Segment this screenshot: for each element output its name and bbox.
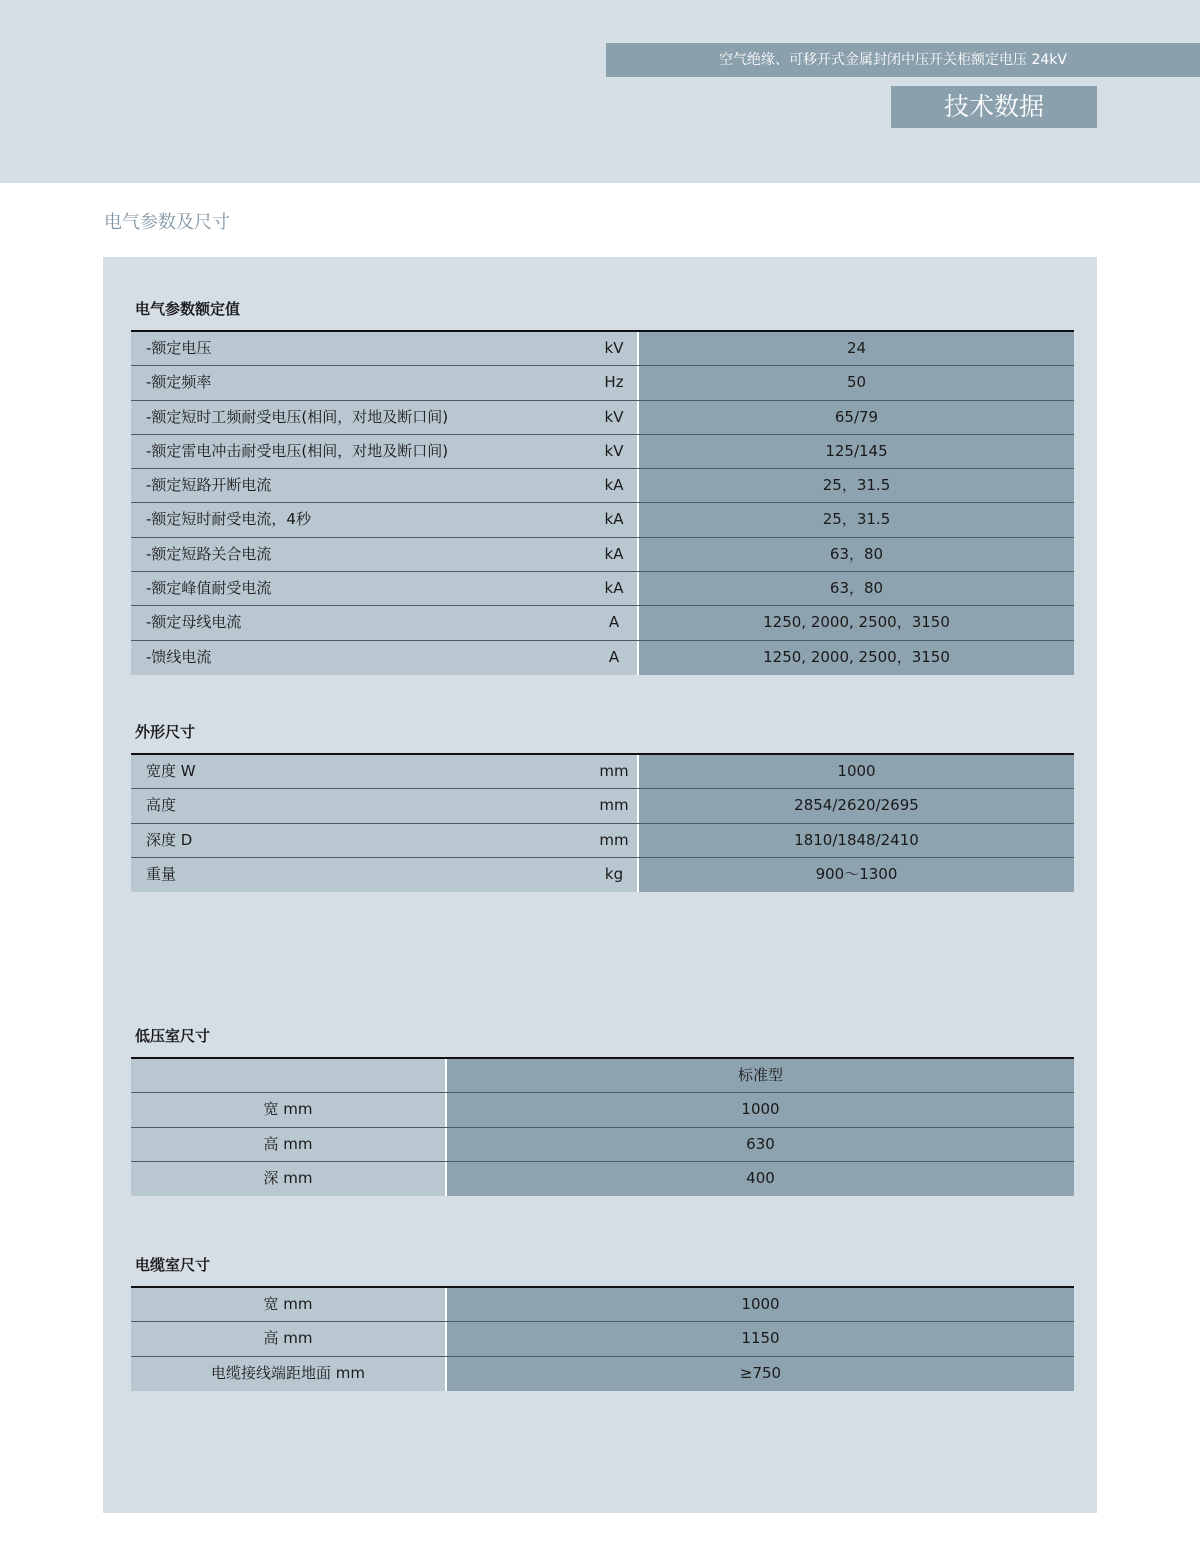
row-unit: kg [591, 858, 637, 892]
row-value: 65/79 [637, 401, 1074, 434]
table-row [131, 503, 1074, 537]
row-label: 高度 [131, 789, 591, 822]
section-title: 电气参数及尺寸 [104, 212, 230, 233]
row-unit: Hz [591, 366, 637, 399]
row-unit: mm [591, 789, 637, 822]
cable-room-table [131, 1286, 1074, 1391]
row-label: 宽 mm [131, 1288, 445, 1321]
electrical-table [131, 330, 1074, 675]
electrical-heading: 电气参数额定值 [135, 300, 241, 318]
row-value: 24 [637, 332, 1074, 365]
row-value: 1250, 2000, 2500，3150 [637, 606, 1074, 639]
dimensions-heading: 外形尺寸 [135, 723, 196, 741]
row-label: -额定峰值耐受电流 [131, 572, 591, 605]
row-unit: mm [591, 824, 637, 857]
table-header-row [131, 1059, 1074, 1093]
table-row [131, 824, 1074, 858]
row-value: 125/145 [637, 435, 1074, 468]
row-value: 2854/2620/2695 [637, 789, 1074, 822]
table-row [131, 858, 1074, 892]
table-row [131, 538, 1074, 572]
row-unit: kV [591, 332, 637, 365]
table-row [131, 606, 1074, 640]
table-row [131, 1322, 1074, 1356]
row-value: 1000 [445, 1093, 1074, 1126]
row-unit: mm [591, 755, 637, 788]
table-row [131, 572, 1074, 606]
row-value: 1250, 2000, 2500，3150 [637, 641, 1074, 675]
document-title: 技术数据 [891, 86, 1097, 128]
row-value: ≥750 [445, 1357, 1074, 1391]
row-label: 高 mm [131, 1322, 445, 1355]
dimensions-table [131, 753, 1074, 892]
row-value: 1000 [637, 755, 1074, 788]
row-unit: kA [591, 503, 637, 536]
table-row [131, 435, 1074, 469]
row-value: 900～1300 [637, 858, 1074, 892]
row-value: 1000 [445, 1288, 1074, 1321]
row-unit: kV [591, 435, 637, 468]
row-value: 63，80 [637, 538, 1074, 571]
empty-header-cell [131, 1059, 445, 1092]
table-row [131, 1357, 1074, 1391]
row-label: -额定母线电流 [131, 606, 591, 639]
document-subtitle: 空气绝缘、可移开式金属封闭中压开关柜额定电压 24kV [606, 43, 1200, 77]
table-row [131, 1288, 1074, 1322]
row-value: 1150 [445, 1322, 1074, 1355]
row-label: 电缆接线端距地面 mm [131, 1357, 445, 1391]
row-label: -额定短路关合电流 [131, 538, 591, 571]
table-row [131, 1128, 1074, 1162]
row-label: 宽 mm [131, 1093, 445, 1126]
row-label: -额定短时耐受电流，4秒 [131, 503, 591, 536]
row-label: 深度 D [131, 824, 591, 857]
column-header: 标准型 [445, 1059, 1074, 1092]
cable-room-heading: 电缆室尺寸 [135, 1256, 211, 1274]
row-value: 630 [445, 1128, 1074, 1161]
row-label: -额定电压 [131, 332, 591, 365]
row-label: 重量 [131, 858, 591, 892]
table-row [131, 469, 1074, 503]
row-label: -馈线电流 [131, 641, 591, 675]
row-value: 63，80 [637, 572, 1074, 605]
row-value: 25，31.5 [637, 503, 1074, 536]
table-row [131, 366, 1074, 400]
row-label: -额定频率 [131, 366, 591, 399]
row-value: 400 [445, 1162, 1074, 1196]
row-value: 25，31.5 [637, 469, 1074, 502]
row-label: 高 mm [131, 1128, 445, 1161]
table-row [131, 789, 1074, 823]
row-value: 50 [637, 366, 1074, 399]
table-row [131, 401, 1074, 435]
row-label: 深 mm [131, 1162, 445, 1196]
lv-room-table [131, 1057, 1074, 1196]
row-unit: A [591, 606, 637, 639]
row-unit: kA [591, 469, 637, 502]
row-label: -额定短路开断电流 [131, 469, 591, 502]
row-value: 1810/1848/2410 [637, 824, 1074, 857]
row-unit: kA [591, 572, 637, 605]
table-row [131, 1162, 1074, 1196]
table-row [131, 332, 1074, 366]
table-row [131, 641, 1074, 675]
row-label: 宽度 W [131, 755, 591, 788]
row-unit: kV [591, 401, 637, 434]
table-row [131, 1093, 1074, 1127]
lv-room-heading: 低压室尺寸 [135, 1027, 211, 1045]
row-label: -额定短时工频耐受电压(相间，对地及断口间) [131, 401, 591, 434]
row-unit: kA [591, 538, 637, 571]
row-unit: A [591, 641, 637, 675]
table-row [131, 755, 1074, 789]
row-label: -额定雷电冲击耐受电压(相间，对地及断口间) [131, 435, 591, 468]
